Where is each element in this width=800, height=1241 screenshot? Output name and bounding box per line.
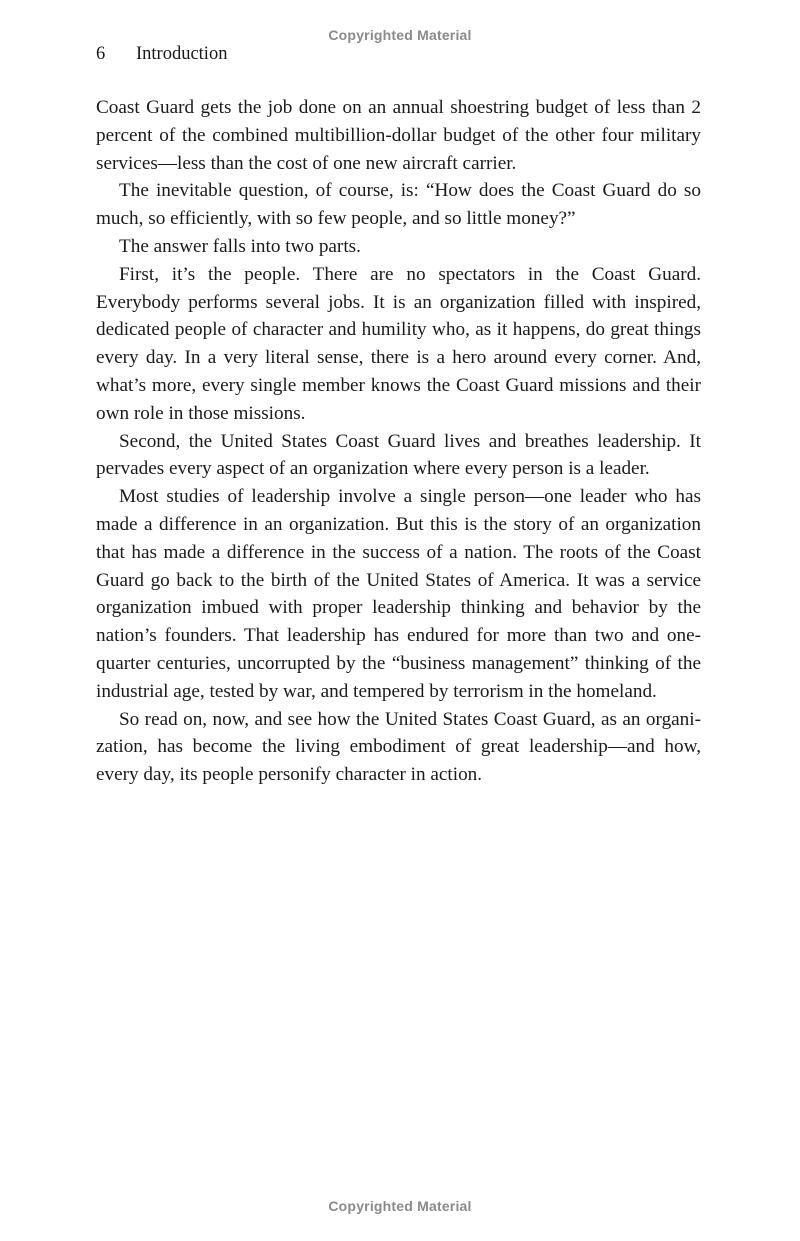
paragraph-6: Most studies of leadership involve a single person—one leader who has made a difference in an organization. But this is the story of an organization that has made a difference in the success of a nation. The roots of the Coast Guard go back to the birth of the United States of America. It was a service organization imbued with proper leadership thinking and behavior by the nation’s founders. That leadership has endured for more than two and one-quarter centuries, uncorrupted by the “business management” thinking of the industrial age, tested by war, and tempered by terrorism in the homeland.	[96, 486, 701, 702]
section-title: Introduction	[136, 44, 228, 64]
running-head	[96, 42, 227, 66]
paragraph-5: Second, the United States Coast Guard lives and breathes leadership. It pervades every aspect of an organization where every person is a leader.	[96, 430, 701, 480]
watermark-bottom: Copyrighted Material	[328, 1198, 472, 1214]
paragraph-7: So read on, now, and see how the United States Coast Guard, as an organization, has become the living embodiment of great leadership—and how, every day, its people personify character in action.	[96, 708, 701, 786]
page-number: 6	[96, 44, 106, 64]
watermark-top: Copyrighted Material	[328, 27, 472, 43]
paragraph-3: The answer falls into two parts.	[119, 235, 361, 257]
paragraph-1: Coast Guard gets the job done on an annual shoestring budget of less than 2 percent of the combined multibillion-dollar budget of the other four military services—less than the cost of one new aircraft carrier.	[96, 97, 701, 174]
body-text	[96, 94, 701, 789]
paragraph-2: The inevitable question, of course, is: “How does the Coast Guard do so much, so efficiently, with so few people, and so little money?”	[96, 180, 701, 230]
paragraph-4: First, it’s the people. There are no spectators in the Coast Guard. Everybody performs several jobs. It is an organization filled with inspired, dedicated people of character and humility who, as it happens, do great things every day. In a very literal sense, there is a hero around every corner. And, what’s more, every single member knows the Coast Guard missions and their own role in those missions.	[96, 263, 701, 424]
